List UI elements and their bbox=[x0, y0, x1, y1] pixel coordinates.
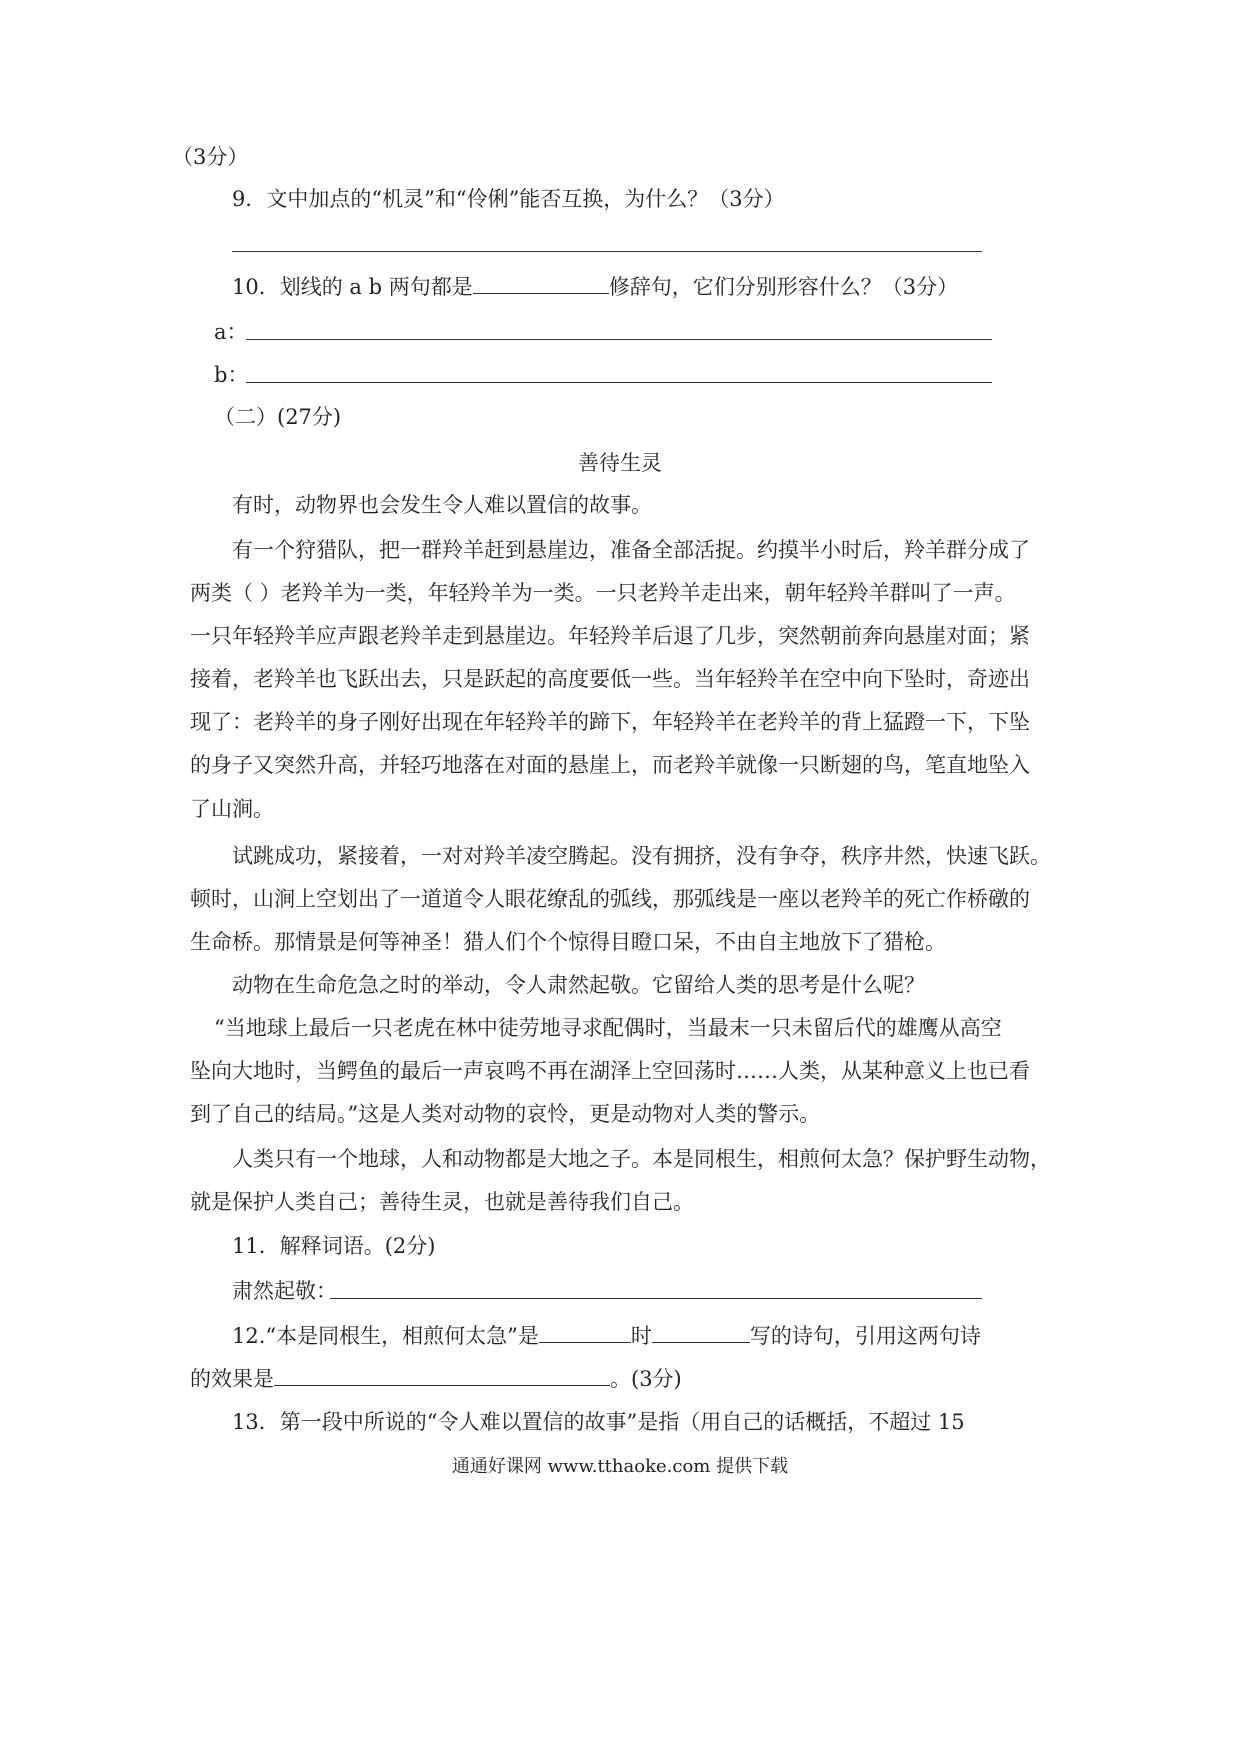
page-footer: 通通好课网 www.tthaoke.com 提供下载 bbox=[451, 1456, 789, 1477]
passage-paragraph-4: 动物在生命危急之时的举动，令人肃然起敬。它留给人类的思考是什么呢？ bbox=[232, 973, 925, 997]
question-score-top: （3分） bbox=[172, 145, 249, 169]
question-12-line2-prefix: 的效果是 bbox=[190, 1367, 274, 1391]
question-12-part2: 时 bbox=[630, 1324, 652, 1348]
passage-paragraph-1: 有时，动物界也会发生令人难以置信的故事。 bbox=[232, 493, 652, 517]
passage-line: 两类（ ）老羚羊为一类，年轻羚羊为一类。一只老羚羊走出来，朝年轻羚羊群叫了一声。 bbox=[190, 581, 1016, 605]
question-12-part3: 写的诗句，引用这两句诗 bbox=[749, 1324, 981, 1348]
section-2-header: （二）(27分) bbox=[214, 405, 342, 429]
passage-line: 人类只有一个地球，人和动物都是大地之子。本是同根生，相煎何太急？保护野生动物， bbox=[232, 1147, 1051, 1171]
answer-line-a bbox=[246, 339, 992, 340]
question-12-part1: 12.“本是同根生，相煎何太急”是 bbox=[232, 1324, 539, 1348]
answer-line-b bbox=[246, 382, 992, 383]
answer-label-a: a： bbox=[214, 320, 248, 344]
passage-line: 现了：老羚羊的身子刚好出现在年轻羚羊的蹄下，年轻羚羊在老羚羊的背上猛蹬一下，下坠 bbox=[190, 710, 1030, 734]
question-10 bbox=[232, 271, 958, 302]
question-12-line2-suffix: 。(3分) bbox=[610, 1367, 682, 1391]
passage-line: 接着，老羚羊也飞跃出去，只是跃起的高度要低一些。当年轻羚羊在空中向下坠时，奇迹出 bbox=[190, 667, 1030, 691]
answer-label-b: b： bbox=[214, 363, 249, 387]
passage-line: “当地球上最后一只老虎在林中徒劳地寻求配偶时，当最末一只未留后代的雄鹰从高空 bbox=[214, 1016, 1002, 1040]
question-12-blank-1 bbox=[539, 1320, 631, 1343]
question-11: 11．解释词语。(2分) bbox=[232, 1234, 436, 1258]
passage-line: 试跳成功，紧接着，一对对羚羊凌空腾起。没有拥挤，没有争夺，秩序井然，快速飞跃。 bbox=[232, 844, 1051, 868]
question-9: 9．文中加点的“机灵”和“伶俐”能否互换，为什么？（3分） bbox=[232, 187, 785, 211]
question-12-blank-2 bbox=[652, 1320, 750, 1343]
question-10-suffix: 修辞句，它们分别形容什么？（3分） bbox=[608, 275, 959, 299]
question-11-term: 肃然起敬： bbox=[232, 1279, 337, 1303]
answer-line-q9 bbox=[232, 251, 982, 252]
passage-line: 坠向大地时，当鳄鱼的最后一声哀鸣不再在湖泽上空回荡时……人类，从某种意义上也已看 bbox=[190, 1059, 1030, 1083]
passage-line: 就是保护人类自己；善待生灵，也就是善待我们自己。 bbox=[190, 1190, 694, 1214]
question-12-blank-3 bbox=[274, 1363, 610, 1386]
passage-line: 一只年轻羚羊应声跟老羚羊走到悬崖边。年轻羚羊后退了几步，突然朝前奔向悬崖对面；紧 bbox=[190, 624, 1030, 648]
passage-line: 到了自己的结局。”这是人类对动物的哀怜，更是动物对人类的警示。 bbox=[190, 1102, 821, 1126]
passage-line: 有一个狩猎队，把一群羚羊赶到悬崖边，准备全部活捉。约摸半小时后，羚羊群分成了 bbox=[232, 538, 1030, 562]
answer-line-q11 bbox=[330, 1298, 982, 1299]
passage-line: 了山涧。 bbox=[190, 797, 274, 821]
question-12 bbox=[232, 1320, 981, 1351]
question-10-blank bbox=[473, 271, 609, 294]
question-12-line-2 bbox=[190, 1363, 682, 1394]
passage-line: 的身子又突然升高，并轻巧地落在对面的悬崖上，而老羚羊就像一只断翅的鸟，笔直地坠入 bbox=[190, 753, 1030, 777]
question-13: 13．第一段中所说的“令人难以置信的故事”是指（用自己的话概括，不超过 15 bbox=[232, 1410, 965, 1434]
question-10-prefix: 10．划线的 a b 两句都是 bbox=[232, 275, 473, 299]
passage-line: 生命桥。那情景是何等神圣！猎人们个个惊得目瞪口呆，不由自主地放下了猎枪。 bbox=[190, 930, 946, 954]
passage-line: 顿时，山涧上空划出了一道道令人眼花缭乱的弧线，那弧线是一座以老羚羊的死亡作桥礅的 bbox=[190, 887, 1030, 911]
passage-title: 善待生灵 bbox=[578, 451, 662, 475]
